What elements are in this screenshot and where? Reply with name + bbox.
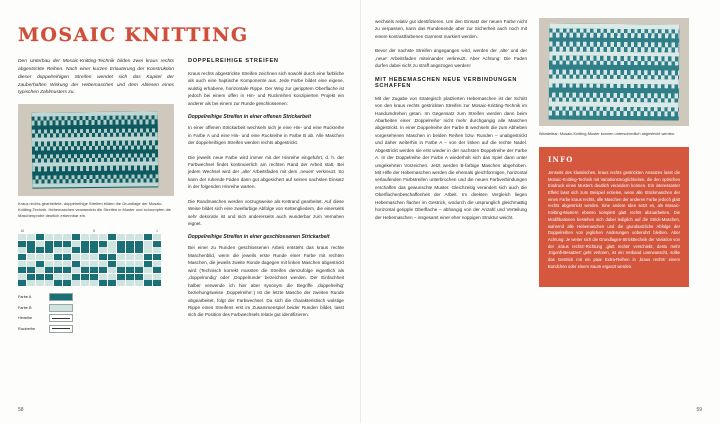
chart-cell <box>153 267 161 273</box>
chart-cell <box>99 280 107 286</box>
paragraph: Bevor der nachste Streifen angegangen wird, werden der ,alte' und der ,neue' Arbeitsfaden miteinander verkreuzt. Aber Achtung: Die Faden durfen dabei nicht zu straff angezogen werden! <box>375 48 527 69</box>
chart-cell <box>54 234 62 240</box>
paragraph: Die jeweils neue Farbe wird immer mit der Hinreihe eingefuhrt, d. h. der Farbwechsel findet kontinuierlich am rechten Rand der Arbeit statt. Bei jedem Wechsel wird der ,alte' Arbeitsfaden mit dem ,neuen' verkreuzt. So kann der ruhende Faden dann gut abgesichert auf seinen nachsten Einsatz in der folgenden Hinreihe warten. <box>188 154 344 190</box>
chart-cell <box>117 274 125 280</box>
chart-cell <box>45 274 53 280</box>
legend-line-icon <box>49 314 73 322</box>
chart-cell <box>117 247 125 253</box>
chart-cell <box>153 234 161 240</box>
chart-cell <box>135 234 143 240</box>
chart-cell <box>99 241 107 247</box>
chart-cell <box>54 261 62 267</box>
chart-cell <box>99 247 107 253</box>
page-number-left: 58 <box>18 407 24 413</box>
chart-cell <box>54 254 62 260</box>
chart-cell <box>36 234 44 240</box>
chart-cell <box>144 267 152 273</box>
chart-cell <box>36 261 44 267</box>
left-column-2 <box>188 58 344 335</box>
chart-cell <box>36 241 44 247</box>
chart-cell <box>18 267 26 273</box>
photo-caption: Kraus rechts gearbeitete, doppelreihige Streifen bilden die Grundlage der Mosaic-Knitting-Technik. Hebemaschen verwandeln die Streifen in Muster und schrumpfen die Maschenprobe deutlich erkennbar ein. <box>18 201 171 219</box>
chart-cell <box>108 274 116 280</box>
chart-cell <box>126 274 134 280</box>
right-column-text <box>375 18 527 405</box>
chart-cell <box>18 261 26 267</box>
page-number-right: 59 <box>696 407 702 413</box>
legend-swatch-icon <box>49 293 73 301</box>
chart-cell <box>27 247 35 253</box>
chart-cell <box>45 234 53 240</box>
chart-cell <box>90 280 98 286</box>
chart-cell <box>36 267 44 273</box>
left-column-1 <box>18 58 174 335</box>
chart-cell <box>27 254 35 260</box>
chart-cell <box>90 261 98 267</box>
chart-cell <box>135 280 143 286</box>
chart-cell <box>153 261 161 267</box>
chart-cell <box>99 234 107 240</box>
chart-cell <box>18 280 26 286</box>
chart-cell <box>126 267 134 273</box>
chart-cell <box>153 247 161 253</box>
chart-cell <box>90 267 98 273</box>
chart-cell <box>108 247 116 253</box>
knit-swatch-graphic <box>32 112 159 189</box>
legend-label: Farbe A <box>18 295 32 300</box>
paragraph: Kraus rechts abgestrickte Streifen zeichnen sich sowohl durch eine farbliche als auch eine haptische Komponente aus. Jede Farbe bildet eine eigene, wulstig erhabene, horizontale Rippe. Der Weg zur geripptem Oberflache ist jedoch bei einem offen in Hin- und Ruckreihen konzipierten Projekt ein anderer als bei einem zur Runde geschlossenen: <box>188 71 344 106</box>
chart-cell <box>63 274 71 280</box>
chart-cell <box>81 280 89 286</box>
paragraph: Bei einer zu Runden geschlossenen Arbeit entsteht das kraus rechte Maschenbild, wenn die jeweils erste Runde einer Farbe mit rechten Maschen, die jeweils zweite Runde dagegen mit linken Maschen abgestrickt wird (Technisch korrekt mussten die Streifen demzufolge eigentlich als ,doppelrundig' oder ,Doppelrunde' bezeichnet werden. Der Einfachheit halber verwende ich hier aber synonym die Begriffe ,doppelreihig' beziehungsweise ,Doppelreihe'.) Ist die letzte Masche der zweiten Runde abgearbeitet, folgt der Farbwechsel. Da sich die charakteristisch wulstige Rippe eines Streifens erst im Zusammenspiel beider Runden bildet, lasst sich die Position des Farbwechsels relativ gut identifizieren. <box>188 245 344 318</box>
chart-cell <box>54 280 62 286</box>
subheading-geschlossene-strickarbeit: Doppelreihige Streifen in einer geschlossenen Strickarbeit <box>188 234 330 241</box>
chart-cell <box>18 234 26 240</box>
chart-cell <box>54 241 62 247</box>
chart-cell <box>117 261 125 267</box>
chart-cell <box>90 254 98 260</box>
chart-legend <box>18 293 174 333</box>
chart-cell <box>153 254 161 260</box>
chart-cell <box>18 241 26 247</box>
chart-cell <box>135 254 143 260</box>
chart-cell <box>81 247 89 253</box>
chart-cell <box>144 261 152 267</box>
paragraph: Mit der Zugabe von strategisch platzierten Hebemaschen ist der Schritt von den kraus rechts gestrickten Streifen zur Mosaic-Knitting-Technik im Handumdrehen getan. Im Gegensatz zum Streifen werden dann beim Abarbeiten einer ,Doppelreihe' nicht mehr durchgangig alle Maschen abgestrickt. In einer Doppelreihe der Farbe B wechseln die zum Abheben vorgesehenen Maschen in beiden Reihen bzw. Runden – unabgestrickt und daher weiterhin in Farbe A – von der linken auf die rechte Nadel. Abgestrickt werden sie erst wieder in der nachsten Doppelreihe der Farbe A. In der Doppelreihe der Farbe A wiederholt sich das Spiel dann unter umgekehrten Vorzeichen. Jetzt werden B-farbige Maschen abgehoben. Mit Hilfe der Hebemaschen werden die ehemals gleichformigen, horizontal verlaufenden Farbstreifen unterbrochen und die neuen Farbverbindungen erschaffen das gewunschte Muster. Gleichzeitig verandert sich auch die Oberflachenbeschaffenheit der Arbeit. Im direkten Vergleich liegen Hebemaschen flacher im Gestrick, wodurch die ursprunglich gleichmaBig horizontal geripple Oberflache – abhangig von der Anzahl und Verteilung der Hebemaschen – insgesamt einer eher noppigen Struktur weicht. <box>375 95 527 220</box>
chart-cell <box>126 280 134 286</box>
chart-cell <box>27 261 35 267</box>
chart-cell <box>144 241 152 247</box>
chart-cell <box>72 241 80 247</box>
chart-cell <box>126 247 134 253</box>
legend-item-hinreihe <box>18 314 174 322</box>
info-box-heading: INFO <box>548 154 574 164</box>
chart-cell <box>153 274 161 280</box>
chart-cell <box>135 274 143 280</box>
legend-line-icon <box>49 325 73 333</box>
chart-cell <box>72 247 80 253</box>
info-box-text: Jenseits des klassischen, kraus rechts gestrickten Ansatzes lasst die Mosaic-Knitting-Technik mit Variationsmoglichkeiten, die den optischen Eindruck eines Musters deutlich verandern konnen. Ein interessanter Effekt lasst sich zum Beispiel erzielen, wenn alle Strickmaschen der einen Farbe kraus rechts, alle Maschen der anderen Farbe jedoch glatt rechts abgestrickt werden. Eine andere Idee setzt es, als Mosaic-Knitting-Mustern ebenso komplett glatt rechts abzuarbeiten. Die Modifikationen bestehen sich dabei lediglich auf die Strick-Maschen, wahrend alle Hebemaschen und die grundsatzliche Abfolge der Doppelreihen von jeglichen Anderungen unberuhrt bleiben. Aber Achtung: Je weiter sich die Grundlagen-Strickttechnik der Variation von der ,kraus rechts'-Richtung ,glatt rechts' verschiebt, desto mehr ,Eigenfi-Besatzes' geht verloren, ist ein Verband unerwunscht, sollte das Gestrick mit ein paar Extra-Reihen in ,kraus rechts' einem Bundchen oder einem Saum erganzt werden. <box>548 169 680 269</box>
chart-cell <box>126 261 134 267</box>
chart-cell <box>27 280 35 286</box>
chart-cell <box>36 247 44 253</box>
chart-cell <box>99 267 107 273</box>
legend-label: Farbe B <box>18 305 32 310</box>
page-title: MOSAIC KNITTING <box>18 24 249 46</box>
chart-cell <box>117 234 125 240</box>
legend-item-farbe-b <box>18 304 174 312</box>
left-columns <box>18 58 346 335</box>
chart-cell <box>99 254 107 260</box>
chart-cell <box>117 241 125 247</box>
chart-cell <box>36 274 44 280</box>
legend-swatch-icon <box>49 304 73 312</box>
chart-cell <box>99 274 107 280</box>
chart-cell <box>90 247 98 253</box>
subheading-offene-strickarbeit: Doppelreihige Streifen in einer offenen Strickarbeit <box>188 114 312 121</box>
chart-cell <box>108 280 116 286</box>
chart-cell <box>18 274 26 280</box>
chart-cell <box>90 234 98 240</box>
section-heading-hebemaschen: MIT HEBEMASCHEN NEUE VERBINDUNGEN SCHAFFEN <box>375 76 518 89</box>
chart-cell <box>81 274 89 280</box>
chart-cell <box>27 274 35 280</box>
chart-cell <box>45 247 53 253</box>
chart-cell <box>81 261 89 267</box>
chart-cell <box>45 241 53 247</box>
chart-cell <box>54 274 62 280</box>
chart-cell <box>135 241 143 247</box>
legend-label: Hinreihe <box>18 316 33 321</box>
chart-cell <box>18 247 26 253</box>
chart-cell <box>45 280 53 286</box>
chart-cell <box>108 267 116 273</box>
chart-cell <box>117 280 125 286</box>
chart-cell <box>126 241 134 247</box>
chart-cell <box>90 274 98 280</box>
chart-cell <box>108 234 116 240</box>
chart-cell <box>72 274 80 280</box>
paragraph: In einer offenen Strickarbeit wechseln sich je eine Hin- und eine Ruckreihe in Farbe A und eine Hin- und eine Ruckreihe in Farbe B ab. Alle Maschen der doppelreihigen Streifen werden rechts abgestrickt. <box>188 125 344 146</box>
chart-cell <box>72 280 80 286</box>
stitch-chart <box>18 229 168 286</box>
swatch-photo-wrapper <box>18 104 174 219</box>
chart-cell <box>144 274 152 280</box>
variation-photo-caption: Wandelbar: Mosaic-Knitting-Muster konnen unterschiedlich abgestrickt werden. <box>539 131 676 136</box>
chart-cell <box>81 241 89 247</box>
chart-cell <box>36 254 44 260</box>
chart-cell <box>54 247 62 253</box>
chart-cell <box>135 247 143 253</box>
chart-cell <box>63 241 71 247</box>
chart-cell <box>144 247 152 253</box>
chart-cell <box>81 234 89 240</box>
chart-cell <box>63 247 71 253</box>
chart-cell <box>72 234 80 240</box>
chart-cell <box>144 234 152 240</box>
chart-cell <box>45 261 53 267</box>
chart-cell <box>54 267 62 273</box>
chart-cell <box>45 254 53 260</box>
right-page <box>361 0 720 423</box>
chart-cell <box>81 267 89 273</box>
chart-cell <box>72 254 80 260</box>
chart-cell <box>63 254 71 260</box>
legend-label: Ruckreihe <box>18 326 36 331</box>
legend-item-rueckreihe <box>18 325 174 333</box>
chart-cell <box>108 261 116 267</box>
chart-cell <box>27 267 35 273</box>
chart-cell <box>63 234 71 240</box>
chart-cell <box>153 280 161 286</box>
variation-photo <box>539 18 689 126</box>
chart-cell <box>63 267 71 273</box>
paragraph: Die Randmaschen werden vorzugsweise als Kettrand gearbeitet. Auf diese Weise bildet sich eine zweifarbige Abfolge von Kettengliedern, die einerseits sehr dekorativ ist und sich andererseits auch wunderbar zum Vernahen eignet. <box>188 198 344 226</box>
chart-cell <box>18 254 26 260</box>
chart-cell <box>144 280 152 286</box>
chart-cell <box>144 254 152 260</box>
chart-cell <box>117 254 125 260</box>
chart-cell <box>108 254 116 260</box>
chart-cell <box>81 254 89 260</box>
chart-cell <box>126 254 134 260</box>
chart-cell <box>153 241 161 247</box>
section-heading-doppelreihige-streifen: DOPPELREIHIGE STREIFEN <box>188 58 279 64</box>
chart-cell <box>36 280 44 286</box>
chart-cell <box>72 267 80 273</box>
chart-cell <box>63 261 71 267</box>
intro-paragraph: Den Unterbau der Mosaic-Knitting-Technik bilden zwei kraus rechts abgestrickte Reihen. Nach einer kurzen Erlauterung der Konstruktion dieser doppelreihigen Streifen wendet sich das Kapitel der zauberhaften Wirkung der Hebemaschen und dem Ablesen eines typischen Zahlmusters zu. <box>18 59 174 96</box>
chart-cell <box>108 241 116 247</box>
chart-cell <box>45 267 53 273</box>
chart-cell <box>63 280 71 286</box>
right-column-sidebar <box>539 18 689 405</box>
info-box <box>539 147 689 287</box>
swatch-photo <box>18 104 174 196</box>
knit-swatch-graphic <box>549 24 680 121</box>
paragraph: wechsels relativ gut identifizieren. Um den Einsatz der neuen Farbe nicht zu verpassen, kann das Rundenende aber zur Sicherheit auch noch mit einem kontrastfarbenen Garnrest markiert werden. <box>375 19 527 39</box>
chart-cell <box>117 267 125 273</box>
chart-cell <box>90 241 98 247</box>
chart-cell <box>72 261 80 267</box>
chart-cell <box>135 267 143 273</box>
chart-cell <box>126 234 134 240</box>
chart-top-labels: 16 8 1 <box>20 229 158 234</box>
chart-cell <box>99 261 107 267</box>
chart-grid <box>18 234 163 286</box>
chart-cell <box>135 261 143 267</box>
chart-cell <box>27 234 35 240</box>
legend-item-farbe-a <box>18 293 174 301</box>
chart-cell <box>27 241 35 247</box>
